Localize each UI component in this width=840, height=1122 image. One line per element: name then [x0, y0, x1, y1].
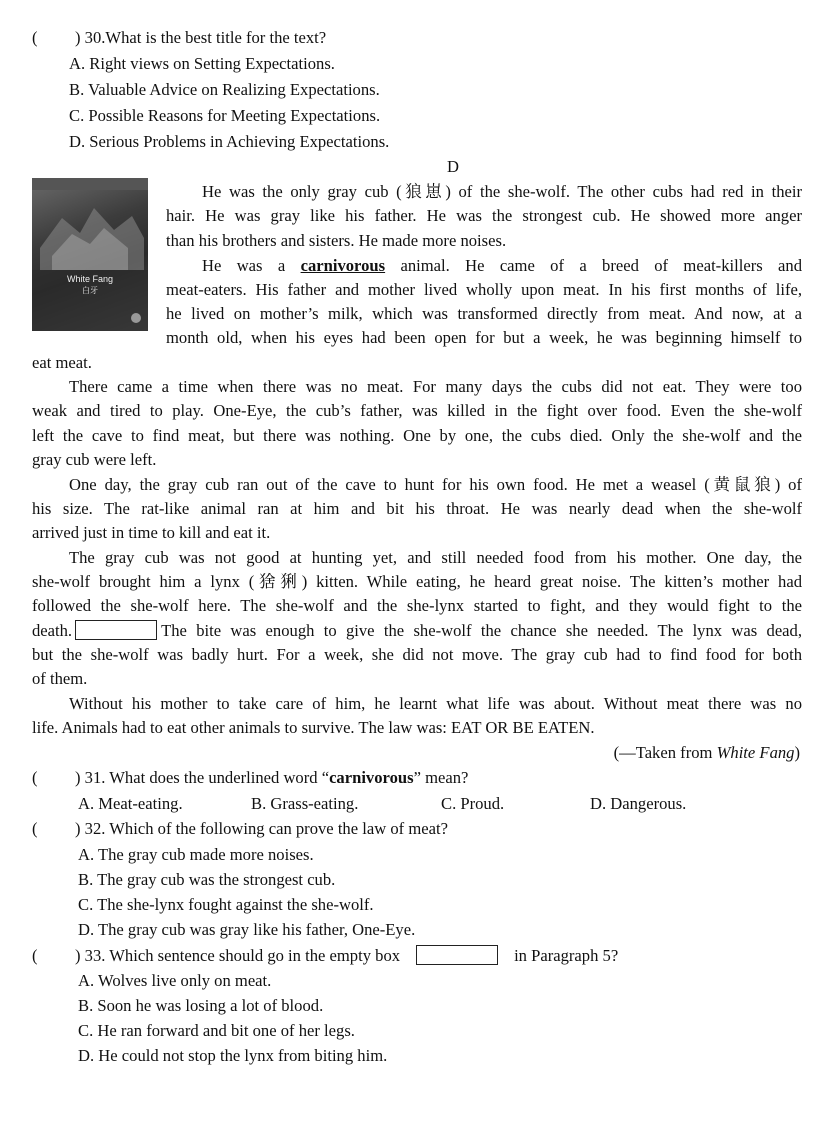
p1-line-2: hair. He was gray like his father. He was the strongest cub. He showed more anger: [166, 206, 802, 225]
q33-option-c: C. He ran forward and bit one of her legs.: [78, 1021, 355, 1040]
p2-line-3: he lived on mother’s milk, which was transformed directly from meat. And now, at a: [166, 304, 802, 323]
p3-line-2: weak and tired to play. One-Eye, the cub’s father, was killed in the fight over food. Even the she-wolf: [32, 401, 802, 420]
p5-line-3: followed the she-wolf here. The she-wolf and the she-lynx started to fight, and they would fight to the: [32, 596, 802, 615]
source-book-title: White Fang: [716, 743, 795, 762]
question-30: [32, 26, 326, 51]
q31-option-d: D. Dangerous.: [590, 794, 687, 813]
question-stem-before: ) 31. What does the underlined word “: [75, 768, 330, 787]
p2-line-4: month old, when his eyes had been open for but a week, he was beginning himself to: [166, 328, 802, 347]
p6-line-2: life. Animals had to eat other animals to survive. The law was: EAT OR BE EATEN.: [32, 718, 595, 737]
answer-paren[interactable]: (: [32, 819, 38, 838]
q31-option-a: A. Meat-eating.: [78, 794, 183, 813]
answer-paren[interactable]: (: [32, 946, 38, 965]
p2-line-5: eat meat.: [32, 353, 92, 372]
p5-line-5: but the she-wolf was badly hurt. For a week, she did not move. The gray cub had to find food for both: [32, 645, 802, 664]
question-stem-after: in Paragraph 5?: [514, 946, 619, 965]
source-suffix: ): [794, 743, 800, 762]
p2-line-2: meat-eaters. His father and mother lived wholly upon meat. In his first months of life,: [166, 280, 802, 299]
q33-option-b: B. Soon he was losing a lot of blood.: [78, 996, 324, 1015]
p6-line-1: Without his mother to take care of him, he learnt what life was about. Without meat there was no: [69, 694, 802, 713]
q32-option-b: B. The gray cub was the strongest cub.: [78, 870, 336, 889]
question-33: [32, 944, 618, 969]
section-label: D: [447, 157, 459, 176]
p3-line-4: gray cub were left.: [32, 450, 157, 469]
question-stem: ) 30.What is the best title for the text?: [75, 28, 327, 47]
p5-line-1: The gray cub was not good at hunting yet, and still needed food from his mother. One day, the: [69, 548, 802, 567]
p4-line-2: his size. The rat-like animal ran at him and bit his throat. He was nearly dead when the she-wolf: [32, 499, 802, 518]
p4-line-1: One day, the gray cub ran out of the cave to hunt for his own food. He met a weasel (黄鼠狼) of: [69, 475, 802, 494]
underlined-word: carnivorous: [300, 256, 386, 275]
book-cover-image: [32, 178, 148, 331]
question-stem: ) 32. Which of the following can prove the law of meat?: [75, 819, 448, 838]
q30-option-b: B. Valuable Advice on Realizing Expectations.: [69, 80, 380, 99]
q30-option-c: C. Possible Reasons for Meeting Expectations.: [69, 106, 381, 125]
q32-option-d: D. The gray cub was gray like his father, One-Eye.: [78, 920, 416, 939]
q33-option-d: D. He could not stop the lynx from biting him.: [78, 1046, 388, 1065]
q33-option-a: A. Wolves live only on meat.: [78, 971, 272, 990]
p4-line-3: arrived just in time to kill and eat it.: [32, 523, 271, 542]
p5-text-after-blank: The bite was enough to give the she-wolf the chance she needed. The lynx was dead,: [161, 621, 802, 640]
cover-subtitle: 白牙: [82, 286, 98, 295]
p2-text-before: He was a: [202, 256, 286, 275]
q30-option-a: A. Right views on Setting Expectations.: [69, 54, 335, 73]
paragraph-blank-box[interactable]: [75, 620, 157, 640]
question-stem-word: carnivorous: [329, 768, 414, 787]
question-blank-box: [416, 945, 498, 965]
p2-line-1: [166, 254, 802, 279]
p5-line-2: she-wolf brought him a lynx (猞猁) kitten. While eating, he heard great noise. The kitten’s mother had: [32, 572, 802, 591]
question-32: [32, 817, 448, 842]
source-prefix: (—Taken from: [613, 743, 717, 762]
answer-paren[interactable]: (: [32, 28, 38, 47]
source-citation: [614, 741, 800, 766]
q32-option-a: A. The gray cub made more noises.: [78, 845, 314, 864]
q31-option-b: B. Grass-eating.: [251, 794, 359, 813]
answer-paren[interactable]: (: [32, 768, 38, 787]
q32-option-c: C. The she-lynx fought against the she-wolf.: [78, 895, 374, 914]
q30-option-d: D. Serious Problems in Achieving Expectations.: [69, 132, 390, 151]
q31-option-c: C. Proud.: [441, 794, 505, 813]
question-31: [32, 766, 468, 791]
p3-line-1: There came a time when there was no meat. For many days the cubs did not eat. They were too: [69, 377, 802, 396]
p5-line-6: of them.: [32, 669, 88, 688]
question-stem-after: ” mean?: [413, 768, 469, 787]
p2-text-after: animal. He came of a breed of meat-killers and: [400, 256, 802, 275]
p1-line-1: He was the only gray cub (狼崽) of the she-wolf. The other cubs had red in their: [202, 182, 802, 201]
p1-line-3: than his brothers and sisters. He made more noises.: [166, 231, 507, 250]
p5-line-4: [32, 619, 802, 644]
p3-line-3: left the cave to find meat, but there was nothing. One by one, the cubs died. Only the she-wolf and the: [32, 426, 802, 445]
cover-title: White Fang: [66, 274, 114, 284]
question-stem-before: ) 33. Which sentence should go in the empty box: [75, 946, 401, 965]
cover-illustration: [32, 178, 148, 331]
p5-text-before-blank: death.: [32, 621, 73, 640]
